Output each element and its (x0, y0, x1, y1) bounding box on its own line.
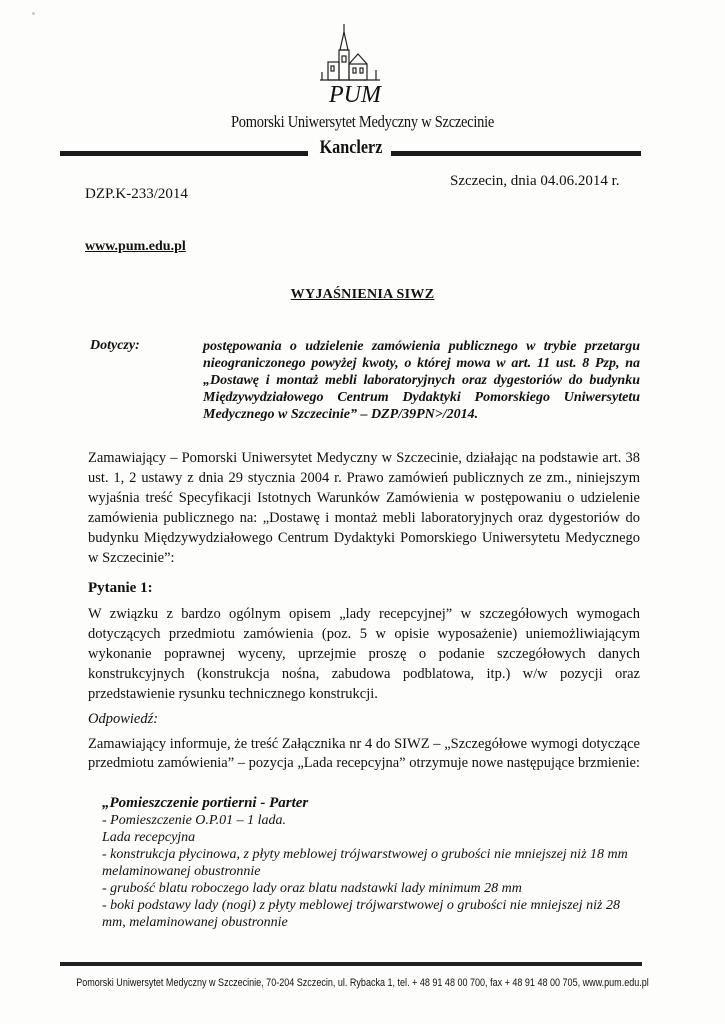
office-name: Kanclerz (319, 137, 383, 158)
university-name: Pomorski Uniwersytet Medyczny w Szczecinie (231, 112, 494, 131)
intro-paragraph: Zamawiający – Pomorski Uniwersytet Medyczny w Szczecinie, działając na podstawie art. 38 ust. 1, 2 ustawy z dnia 29 stycznia 2004 r. Prawo zamówień publicznych ze zm., niniejszym wyjaśnia treść Specyfikacji Istotnych Warunków Zamówienia w postępowaniu o udzielenie zamówienia publicznego na: „Dostawę i montaż mebli laboratoryjnych oraz dygestoriów do budynku Międzywydziałowego Centrum Dydaktyki Pomorskiego Uniwersytetu Medycznego w Szczecinie”: (88, 450, 640, 566)
logo-text: PUM (329, 82, 381, 108)
footer-rule (60, 962, 642, 966)
spec-heading: „Pomieszczenie portierni - Parter (102, 795, 309, 811)
spec-line: - Pomieszczenie O.P.01 – 1 lada. (102, 813, 287, 828)
header-rule-left (60, 151, 308, 156)
reference-number: DZP.K-233/2014 (85, 186, 188, 202)
subject-text: postępowania o udzielenie zamówienia publicznego w trybie przetargu nieograniczonego powyżej kwoty, o której mowa w art. 11 ust. 8 Pzp, na „Dostawę i montaż mebli laboratoryjnych oraz dygestoriów do budynku Międzywydziałowego Centrum Dydaktyki Pomorskiego Uniwersytetu Medycznego w Szczecinie” – DZP/39PN>/2014. (203, 339, 640, 422)
website-link[interactable]: www.pum.edu.pl (85, 239, 186, 254)
subject-label: Dotyczy: (90, 338, 140, 353)
spec-line: - boki podstawy lady (nogi) z płyty meblowej trójwarstwowej o grubości nie mniejszej niż 28 mm, melaminowanej obustronnie (102, 898, 620, 930)
document-title: WYJAŚNIENIA SIWZ (290, 287, 435, 302)
spec-line: - grubość blatu roboczego lady oraz blatu nadstawki lady minimum 28 mm (102, 881, 522, 896)
castle-tower-icon (300, 20, 410, 110)
spec-line: - konstrukcja płycinowa, z płyty meblowej trójwarstwowej o grubości nie mniejszej niż 18 mm melaminowanej obustronnie (102, 847, 628, 879)
header-rule-right (391, 151, 641, 156)
spec-line: Lada recepcyjna (102, 830, 196, 845)
city-date: Szczecin, dnia 04.06.2014 r. (450, 173, 620, 189)
answer-label: Odpowiedź: (88, 711, 159, 727)
university-logo (300, 20, 410, 110)
footer-address: Pomorski Uniwersytet Medyczny w Szczecinie, 70-204 Szczecin, ul. Rybacka 1, tel. + 48 91 48 00 700, fax + 48 91 48 00 705, www.pum.edu.pl (76, 977, 649, 989)
question-label: Pytanie 1: (88, 580, 153, 596)
answer-text: Zamawiający informuje, że treść Załącznika nr 4 do SIWZ – „Szczegółowe wymogi dotyczące przedmiotu zamówienia” – pozycja „Lada recepcyjna” otrzymuje nowe następujące brzmienie: (88, 736, 640, 771)
question-text: W związku z bardzo ogólnym opisem „lady recepcyjnej” w szczegółowych wymogach dotyczących przedmiotu zamówienia (poz. 5 w opisie wyposażenie) uniemożliwiającym wykonanie poprawnej wyceny, uprzejmie proszę o podanie szczegółowych danych konstrukcyjnych (konstrukcja nośna, zabudowa podblatowa, itp.) w/w pozycji oraz przedstawienie rysunku technicznego konstrukcji. (88, 606, 640, 702)
scan-speck (32, 12, 35, 15)
